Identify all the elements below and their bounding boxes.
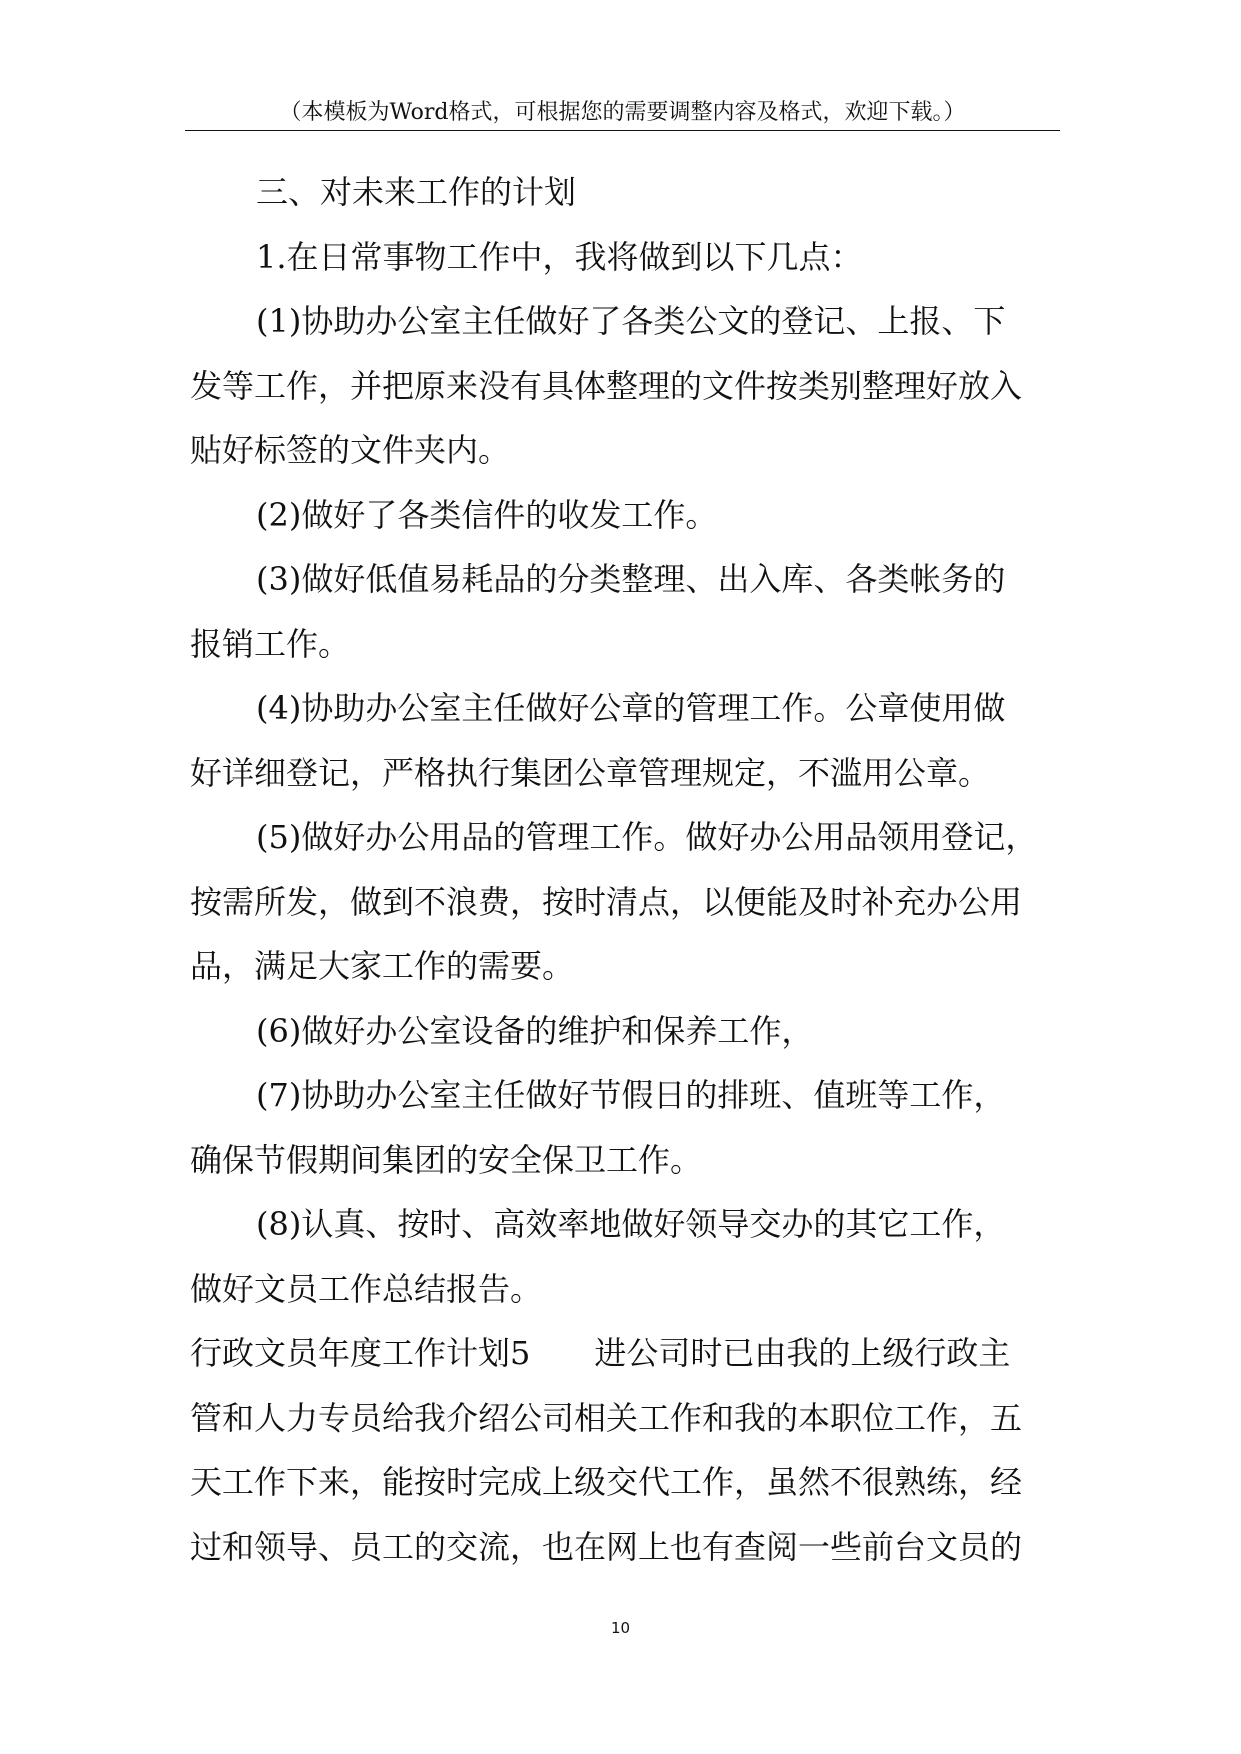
- paragraph-line: 品，满足大家工作的需要。: [190, 947, 575, 985]
- section-title: 行政文员年度工作计划5: [190, 1334, 531, 1372]
- paragraph-line: 1.在日常事物工作中，我将做到以下几点：: [256, 237, 863, 276]
- paragraph-line: 做好文员工作总结报告。: [190, 1269, 543, 1308]
- paragraph-line: (5)做好办公用品的管理工作。做好办公用品领用登记，: [256, 818, 1038, 856]
- header-divider: [185, 130, 1060, 131]
- paragraph-line: 天工作下来，能按时完成上级交代工作，虽然不很熟练，经: [190, 1463, 1023, 1501]
- template-note-header: （本模板为Word格式，可根据您的需要调整内容及格式，欢迎下载。）: [279, 100, 966, 125]
- section-heading: 三、对未来工作的计划: [256, 173, 577, 211]
- paragraph-line: 按需所发，做到不浪费，按时清点，以便能及时补充办公用: [190, 882, 1023, 921]
- document-body: [190, 160, 1070, 1579]
- paragraph-line: 贴好标签的文件夹内。: [190, 431, 511, 469]
- paragraph-line: 管和人力专员给我介绍公司相关工作和我的本职位工作，五: [190, 1398, 1023, 1437]
- paragraph-line: (2)做好了各类信件的收发工作。: [256, 495, 718, 534]
- paragraph-line: 过和领导、员工的交流，也在网上也有查阅一些前台文员的: [190, 1527, 1023, 1566]
- paragraph-line: 发等工作，并把原来没有具体整理的文件按类别整理好放入: [190, 366, 1023, 405]
- paragraph-line: (6)做好办公室设备的维护和保养工作，: [256, 1011, 814, 1050]
- paragraph-line: 报销工作。: [190, 624, 351, 663]
- paragraph-text: 进公司时已由我的上级行政主: [594, 1334, 1011, 1372]
- paragraph-line: (7)协助办公室主任做好节假日的排班、值班等工作，: [256, 1076, 1006, 1114]
- paragraph-line: (1)协助办公室主任做好了各类公文的登记、上报、下: [256, 302, 1006, 340]
- page-number: 10: [610, 1619, 631, 1637]
- paragraph-line: (4)协助办公室主任做好公章的管理工作。公章使用做: [256, 689, 1006, 727]
- paragraph-line: (3)做好低值易耗品的分类整理、出入库、各类帐务的: [256, 560, 1006, 598]
- section-title-line: [190, 1321, 1070, 1386]
- paragraph-line: 确保节假期间集团的安全保卫工作。: [190, 1140, 703, 1179]
- paragraph-line: (8)认真、按时、高效率地做好领导交办的其它工作，: [256, 1205, 1006, 1243]
- paragraph-line: 好详细登记，严格执行集团公章管理规定，不滥用公章。: [190, 753, 991, 792]
